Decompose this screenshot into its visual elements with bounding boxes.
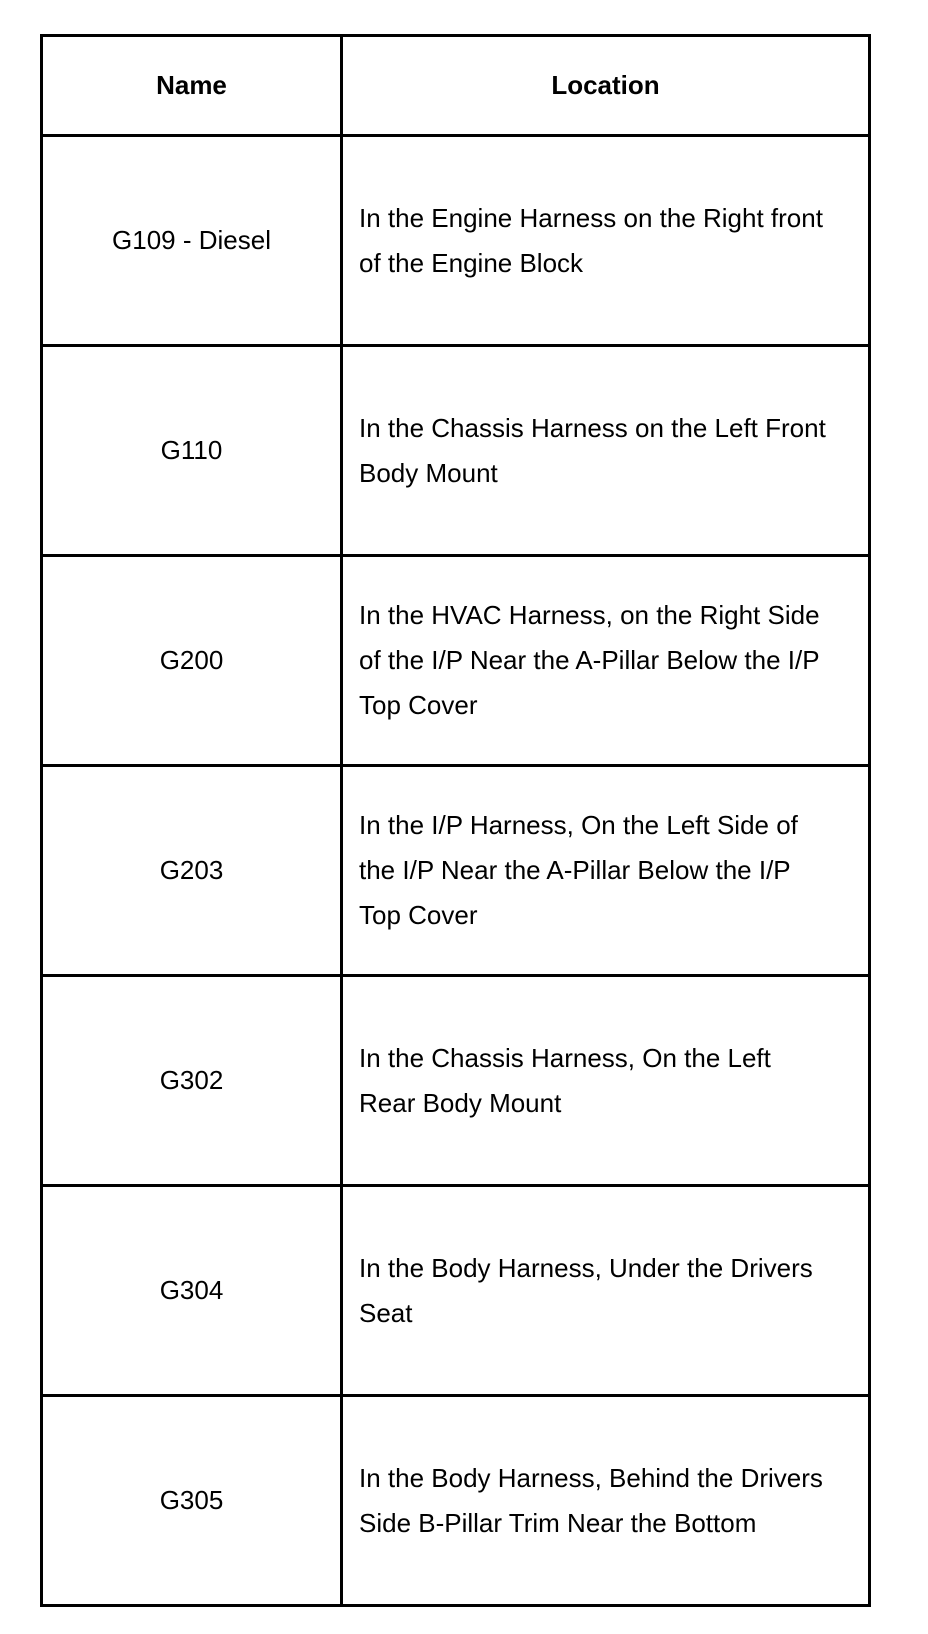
cell-location: In the Body Harness, Under the Drivers Seat: [342, 1186, 870, 1396]
table-row: [42, 976, 870, 1186]
table-row: [42, 766, 870, 976]
cell-name: G203: [42, 766, 342, 976]
cell-name: G110: [42, 346, 342, 556]
cell-name: G304: [42, 1186, 342, 1396]
column-header-location: Location: [342, 36, 870, 136]
cell-location: In the Engine Harness on the Right front of the Engine Block: [342, 136, 870, 346]
table-row: [42, 346, 870, 556]
table-row: [42, 1186, 870, 1396]
cell-name: G305: [42, 1396, 342, 1606]
table-header: [42, 36, 870, 136]
table-row: [42, 136, 870, 346]
cell-name: G109 - Diesel: [42, 136, 342, 346]
cell-location: In the HVAC Harness, on the Right Side of the I/P Near the A-Pillar Below the I/P Top Cover: [342, 556, 870, 766]
table-row: [42, 556, 870, 766]
cell-location: In the Chassis Harness, On the Left Rear Body Mount: [342, 976, 870, 1186]
ground-location-table: [40, 34, 871, 1607]
table-body: [42, 136, 870, 1606]
cell-name: G200: [42, 556, 342, 766]
cell-location: In the Body Harness, Behind the Drivers Side B-Pillar Trim Near the Bottom: [342, 1396, 870, 1606]
table-row: [42, 1396, 870, 1606]
cell-location: In the Chassis Harness on the Left Front Body Mount: [342, 346, 870, 556]
column-header-name: Name: [42, 36, 342, 136]
header-row: [42, 36, 870, 136]
cell-location: In the I/P Harness, On the Left Side of the I/P Near the A-Pillar Below the I/P Top Cover: [342, 766, 870, 976]
cell-name: G302: [42, 976, 342, 1186]
